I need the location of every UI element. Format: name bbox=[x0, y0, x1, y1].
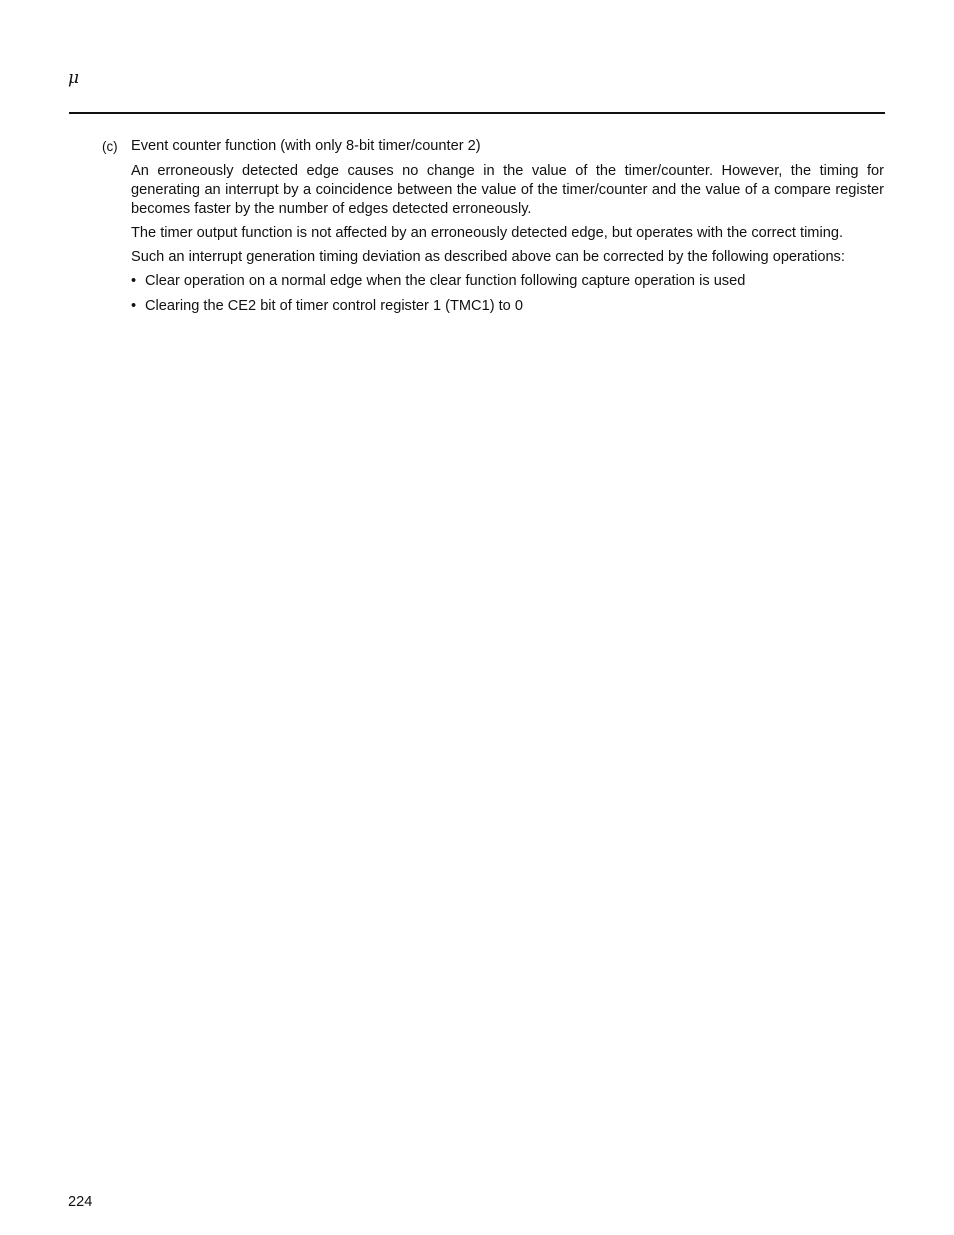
header-mu-symbol: μ bbox=[68, 68, 80, 88]
section-marker: (c) bbox=[102, 139, 118, 154]
page-number: 224 bbox=[68, 1194, 93, 1210]
header-rule bbox=[69, 112, 885, 114]
list-item-text: Clearing the CE2 bit of timer control register 1 (TMC1) to 0 bbox=[145, 298, 523, 314]
list-item-text: Clear operation on a normal edge when the clear function following capture operation is used bbox=[145, 273, 746, 289]
paragraph-erroneous-edge: An erroneously detected edge causes no change in the value of the timer/counter. However, the timing for generating an interrupt by a coincidence between the value of the timer/counter and the value of a compare register becomes faster by the number of edges detected erroneously. bbox=[131, 163, 884, 217]
paragraph-timer-output: The timer output function is not affected by an erroneously detected edge, but operates with the correct timing. bbox=[131, 225, 843, 241]
section-title: Event counter function (with only 8-bit timer/counter 2) bbox=[131, 138, 481, 154]
paragraph-timing-correction: Such an interrupt generation timing deviation as described above can be corrected by the following operations: bbox=[131, 249, 845, 265]
list-item bbox=[131, 297, 884, 316]
section-heading bbox=[102, 137, 884, 156]
correction-list bbox=[131, 272, 884, 316]
document-body bbox=[102, 137, 884, 322]
list-item bbox=[131, 272, 884, 291]
bullet-icon: • bbox=[131, 273, 137, 289]
bullet-icon: • bbox=[131, 298, 137, 314]
